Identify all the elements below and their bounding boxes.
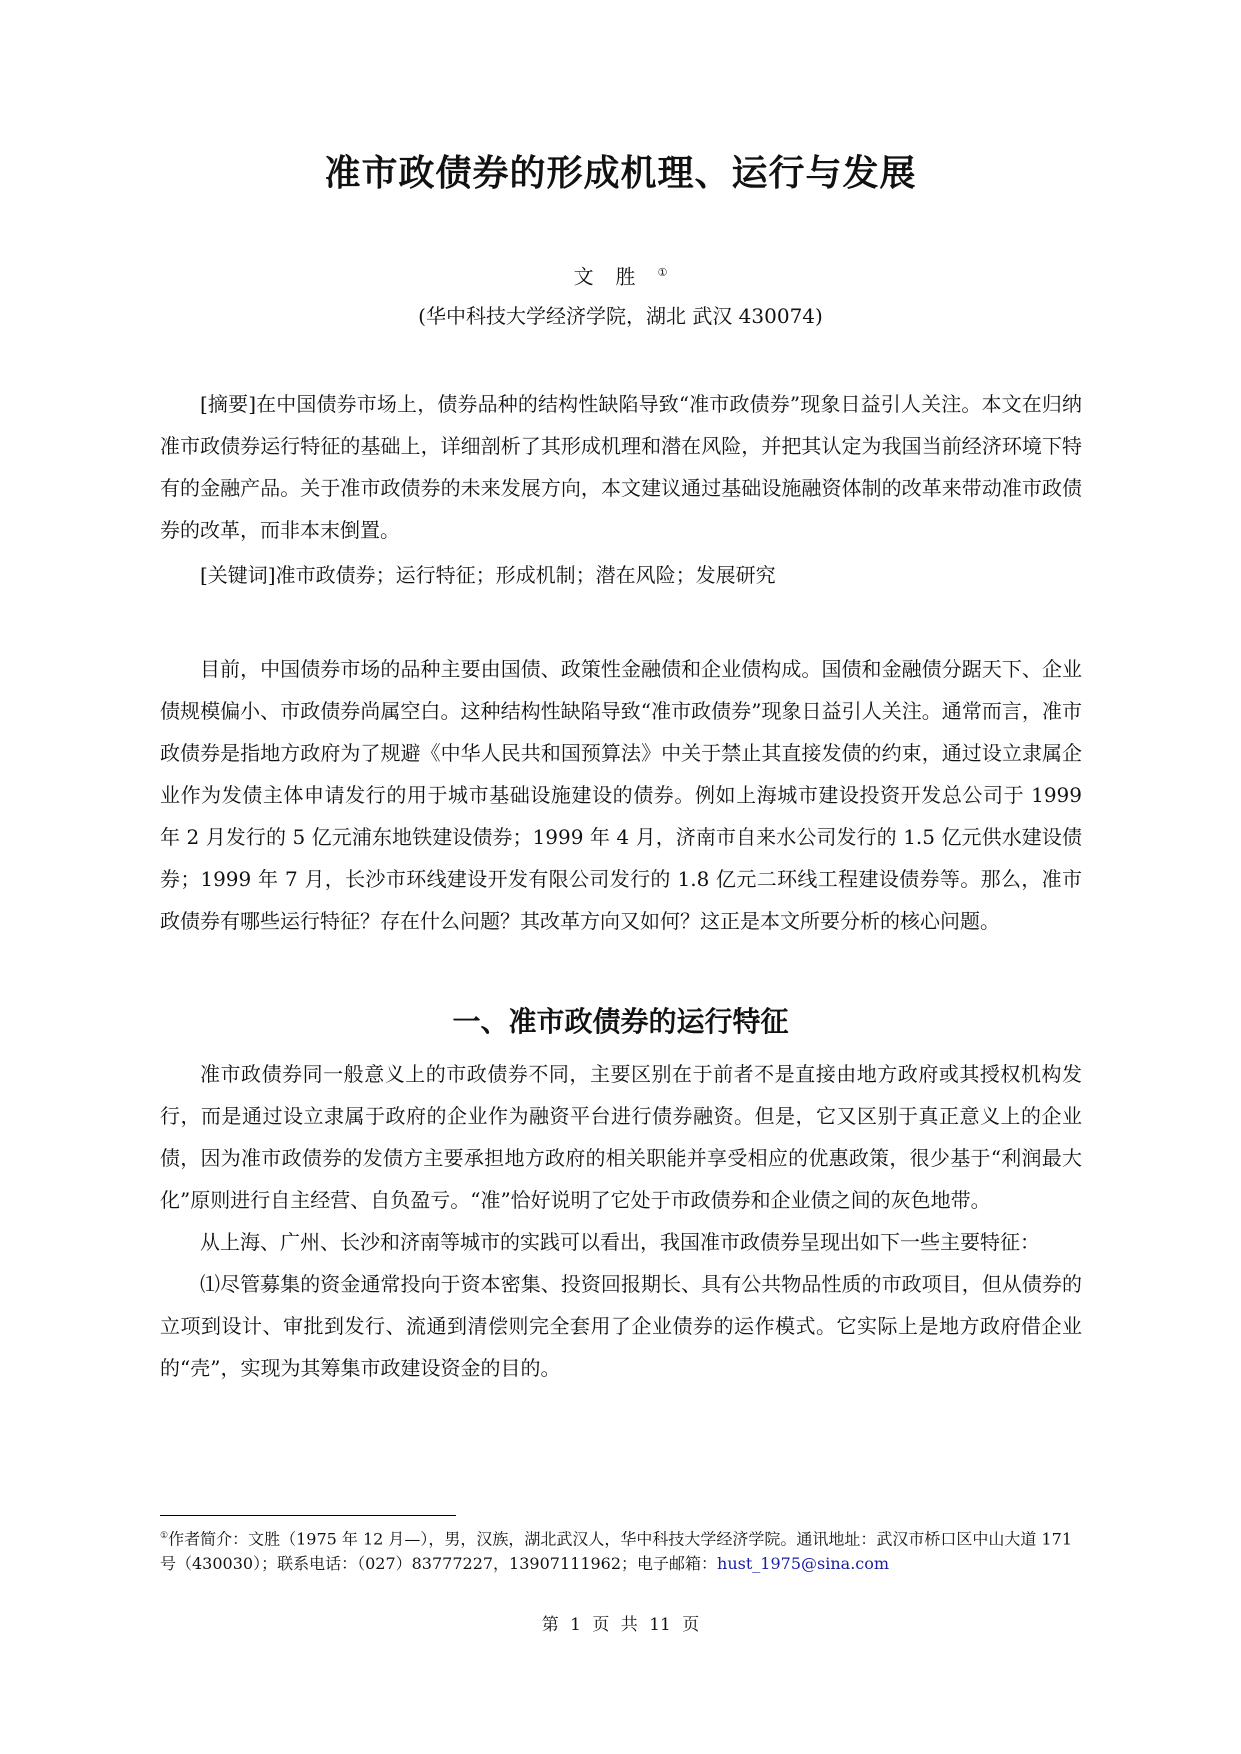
paper-title: 准市政债券的形成机理、运行与发展 — [324, 153, 917, 194]
footnote-text: 作者简介：文胜（1975 年 12 月—），男，汉族，湖北武汉人，华中科技大学经济学院。通讯地址：武汉市桥口区中山大道 171 号（430030）；联系电话：（027）83777227，13907111962；电子邮箱： — [160, 1529, 1073, 1574]
introduction-block — [160, 648, 1082, 942]
keywords-paragraph: [关键词]准市政债券；运行特征；形成机制；潜在风险；发展研究 — [200, 563, 776, 587]
section-paragraph: 从上海、广州、长沙和济南等城市的实践可以看出，我国准市政债券呈现出如下一些主要特征： — [200, 1230, 1040, 1254]
page-number: 第 1 页 共 11 页 — [541, 1615, 700, 1635]
author-line — [0, 258, 1241, 292]
footnote-mark: ① — [160, 1531, 169, 1541]
introduction-paragraph: 目前，中国债券市场的品种主要由国债、政策性金融债和企业债构成。国债和金融债分踞天下、企业债规模偏小、市政债券尚属空白。这种结构性缺陷导致“准市政债券”现象日益引人关注。通常而言，准市政债券是指地方政府为了规避《中华人民共和国预算法》中关于禁止其直接发债的约束，通过设立隶属企业作为发债主体申请发行的用于城市基础设施建设的债券。例如上海城市建设投资开发总公司于 1999 年 2 月发行的 5 亿元浦东地铁建设债券；1999 年 4 月，济南市自来水公司发行的 1.5 亿元供水建设债券；1999 年 7 月，长沙市环线建设开发有限公司发行的 1.8 亿元二环线工程建设债券等。那么，准市政债券有哪些运行特征？存在什么问题？其改革方向又如何？这正是本文所要分析的核心问题。 — [160, 657, 1082, 933]
section-heading: 一、准市政债券的运行特征 — [452, 1005, 789, 1038]
section-paragraph: 准市政债券同一般意义上的市政债券不同，主要区别在于前者不是直接由地方政府或其授权机构发行，而是通过设立隶属于政府的企业作为融资平台进行债券融资。但是，它又区别于真正意义上的企业债，因为准市政债券的发债方主要承担地方政府的相关职能并享受相应的优惠政策，很少基于“利润最大化”原则进行自主经营、自负盈亏。“准”恰好说明了它处于市政债券和企业债之间的灰色地带。 — [160, 1062, 1082, 1212]
footnote-email-link[interactable]: hust_1975@sina.com — [717, 1554, 890, 1574]
footnote — [160, 1524, 1082, 1576]
section-paragraph: ⑴尽管募集的资金通常投向于资本密集、投资回报期长、具有公共物品性质的市政项目，但从债券的立项到设计、审批到发行、流通到清偿则完全套用了企业债券的运作模式。它实际上是地方政府借企业的“壳”，实现为其筹集市政建设资金的目的。 — [160, 1272, 1082, 1380]
author-name: 文胜 — [573, 264, 658, 289]
keywords-block — [160, 554, 1082, 596]
author-affiliation: (华中科技大学经济学院，湖北 武汉 430074) — [418, 304, 823, 328]
section-body — [160, 1053, 1082, 1389]
abstract-paragraph: [摘要]在中国债券市场上，债券品种的结构性缺陷导致“准市政债券”现象日益引人关注。本文在归纳准市政债券运行特征的基础上，详细剖析了其形成机理和潜在风险，并把其认定为我国当前经济环境下特有的金融产品。关于准市政债券的未来发展方向，本文建议通过基础设施融资体制的改革来带动准市政债券的改革，而非本末倒置。 — [160, 392, 1082, 542]
abstract-block — [160, 383, 1082, 551]
author-footnote-mark: ① — [657, 266, 668, 279]
footnote-divider — [160, 1515, 456, 1516]
